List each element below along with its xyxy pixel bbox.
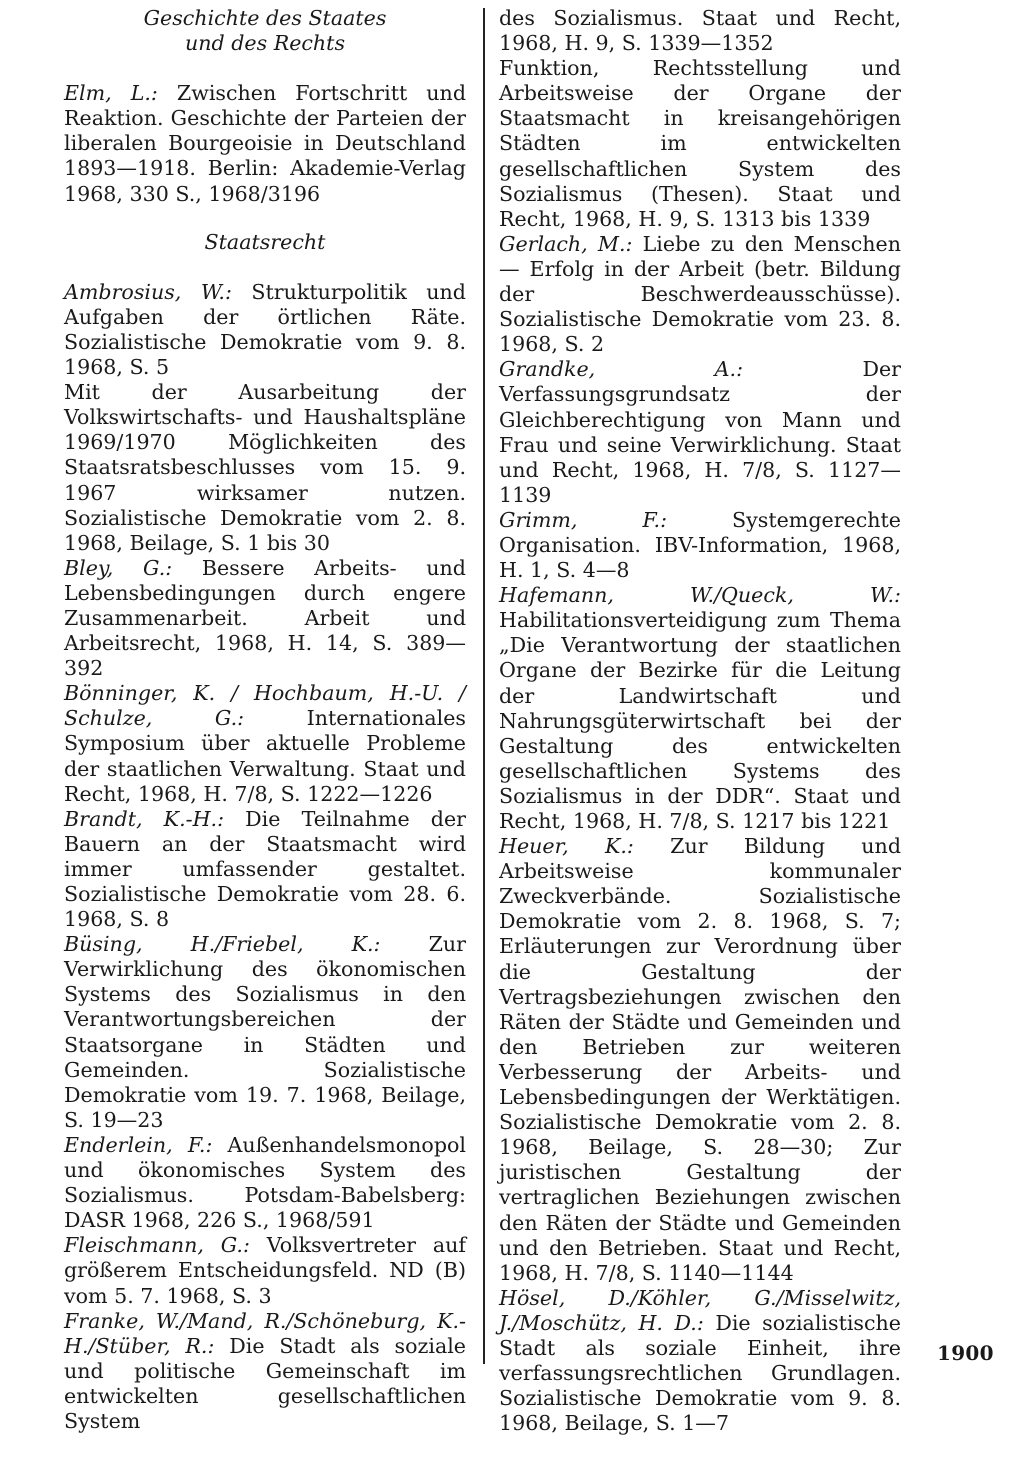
bibliography-entry [499,232,901,357]
entry-text: Die sozialistische Stadt als soziale Einheit, ihre verfassungsrechtlichen Grundlagen. Sozialistische Demokratie vom 9. 8. 1968, Beilage, S. 1—7 [499,1310,901,1436]
bibliography-entry [64,81,466,206]
entry-text: Habilitationsverteidigung zum Thema „Die Verantwortung der staatlichen Organe der Bezirke für die Leitung der Landwirtschaft und Nahrungsgüterwirtschaft bei der Gestaltung des entwickelten gesellschaftlichen Systems des Sozialismus in der DDR“. Staat und Recht, 1968, H. 7/8, S. 1217 bis 1221 [499,608,901,833]
bibliography-entry [64,380,466,556]
entry-text: Die Stadt als soziale und politische Gemeinschaft im entwickelten gesellschaftlichen System [64,1333,466,1433]
entry-text: Volksvertreter auf größerem Entscheidungsfeld. ND (B) vom 5. 7. 1968, S. 3 [64,1233,466,1308]
bibliography-entry [64,556,466,681]
entry-author: Heuer, K.: [499,834,634,859]
bibliography-entry [499,508,901,583]
entry-text: Außenhandelsmonopol und ökonomisches System des Sozialismus. Potsdam-Babelsberg: DASR 1968, 226 S., 1968/591 [64,1132,466,1233]
entry-author: Brandt, K.-H.: [64,806,225,831]
entry-author: Büsing, H./Friebel, K.: [64,932,381,957]
right-entry-list [499,6,901,1436]
bibliography-entry [499,56,901,232]
entry-author: Gerlach, M.: [499,231,633,256]
entry-text: Mit der Ausarbeitung der Volkswirtschafts- und Haushaltspläne 1969/1970 Möglichkeiten des Staatsratsbeschlusses vom 15. 9. 1967 wirksamer nutzen. Sozialistische Demokratie vom 2. 8. 1968, Beilage, S. 1 bis 30 [64,380,466,555]
entry-text: Liebe zu den Menschen — Erfolg in der Arbeit (betr. Bildung der Beschwerdeausschüsse). Sozialistische Demokratie vom 23. 8. 1968, S. 2 [499,231,902,357]
bibliography-entry [64,681,466,806]
entry-text: Bessere Arbeits- und Lebensbedingungen durch engere Zusammenarbeit. Arbeit und Arbeitsrecht, 1968, H. 14, S. 389—392 [64,555,466,681]
entry-text: des Sozialismus. Staat und Recht, 1968, H. 9, S. 1339—1352 [499,6,901,56]
bibliography-entry [64,280,466,380]
state-law-entry-list [64,280,466,1434]
entry-text: Der Verfassungsgrundsatz der Gleichberechtigung von Mann und Frau und seine Verwirklichung. Staat und Recht, 1968, H. 7/8, S. 1127—1139 [499,357,902,507]
entry-author: Hösel, D./Köhler, G./Misselwitz, J./Moschütz, H. D.: [499,1285,901,1335]
entry-text: Zwischen Fortschritt und Reaktion. Geschichte der Parteien der liberalen Bourgeoisie in Deutschland 1893—1918. Berlin: Akademie-Verlag 1968, 330 S., 1968/3196 [64,81,466,206]
entry-text: Zur Verwirklichung des ökonomischen Systems des Sozialismus in den Verantwortungsbereichen der Staatsorgane in Städten und Gemeinden. Sozialistische Demokratie vom 19. 7. 1968, Beilage, S. 19—23 [64,932,467,1132]
bibliography-entry [499,357,901,508]
entry-text: Systemgerechte Organisation. IBV-Information, 1968, H. 1, S. 4—8 [499,507,901,583]
entry-author: Ambrosius, W.: [64,279,232,304]
column-divider [483,8,485,1364]
entry-text: Die Teilnahme der Bauern an der Staatsmacht wird immer umfassender gestaltet. Sozialistische Demokratie vom 28. 6. 1968, S. 8 [64,806,466,932]
entry-author: Bönninger, K. / Hochbaum, H.-U. / Schulze, G.: [64,681,466,731]
bibliography-entry [64,1233,466,1308]
bibliography-entry [499,583,901,834]
bibliography-entry [499,6,901,56]
entry-author: Bley, G.: [64,555,173,580]
page-number: 1900 [937,1341,994,1365]
entry-author: Enderlein, F.: [64,1132,213,1157]
entry-author: Elm, L.: [64,81,158,106]
bibliography-entry [64,1133,466,1233]
entry-author: Grandke, A.: [499,357,744,382]
entry-text: Internationales Symposium über aktuelle Probleme der staatlichen Verwaltung. Staat und Recht, 1968, H. 7/8, S. 1222—1226 [64,706,466,806]
bibliography-entry [64,807,466,932]
bibliography-entry [499,1286,901,1437]
entry-author: Fleischmann, G.: [64,1233,250,1258]
left-column [64,6,466,1434]
history-entry-list [64,81,466,206]
entry-text: Strukturpolitik und Aufgaben der örtlichen Räte. Sozialistische Demokratie vom 9. 8. 1968, S. 5 [64,279,466,380]
right-column [499,6,901,1436]
section-heading-history: Geschichte des Staates und des Rechts [143,6,387,56]
section-heading-state-law: Staatsrecht [204,229,326,254]
bibliography-entry [64,932,466,1133]
entry-author: Hafemann, W./Queck, W.: [499,583,901,608]
entry-author: Grimm, F.: [499,507,668,532]
entry-text: Funktion, Rechtsstellung und Arbeitsweise der Organe der Staatsmacht in kreisangehörigen Städten im entwickelten gesellschaftlichen System des Sozialismus (Thesen). Staat und Recht, 1968, H. 9, S. 1313 bis 1339 [499,56,901,231]
bibliography-entry [64,1309,466,1434]
entry-text: Zur Bildung und Arbeitsweise kommunaler Zweckverbände. Sozialistische Demokratie vom 2. 8. 1968, S. 7; Erläuterungen zur Verordnung über die Gestaltung der Vertragsbeziehungen zwischen den Räten der Städte und Gemeinden und den Betrieben zur weiteren Verbesserung der Arbeits- und Lebensbedingungen der Werktätigen. Sozialistische Demokratie vom 2. 8. 1968, Beilage, S. 28—30; Zur juristischen Gestaltung der vertraglichen Beziehungen zwischen den Räten der Städte und Gemeinden und den Betrieben. Staat und Recht, 1968, H. 7/8, S. 1140—1144 [499,834,902,1285]
bibliography-entry [499,834,901,1286]
entry-author: Franke, W./Mand, R./Schöneburg, K.-H./Stüber, R.: [64,1308,466,1358]
